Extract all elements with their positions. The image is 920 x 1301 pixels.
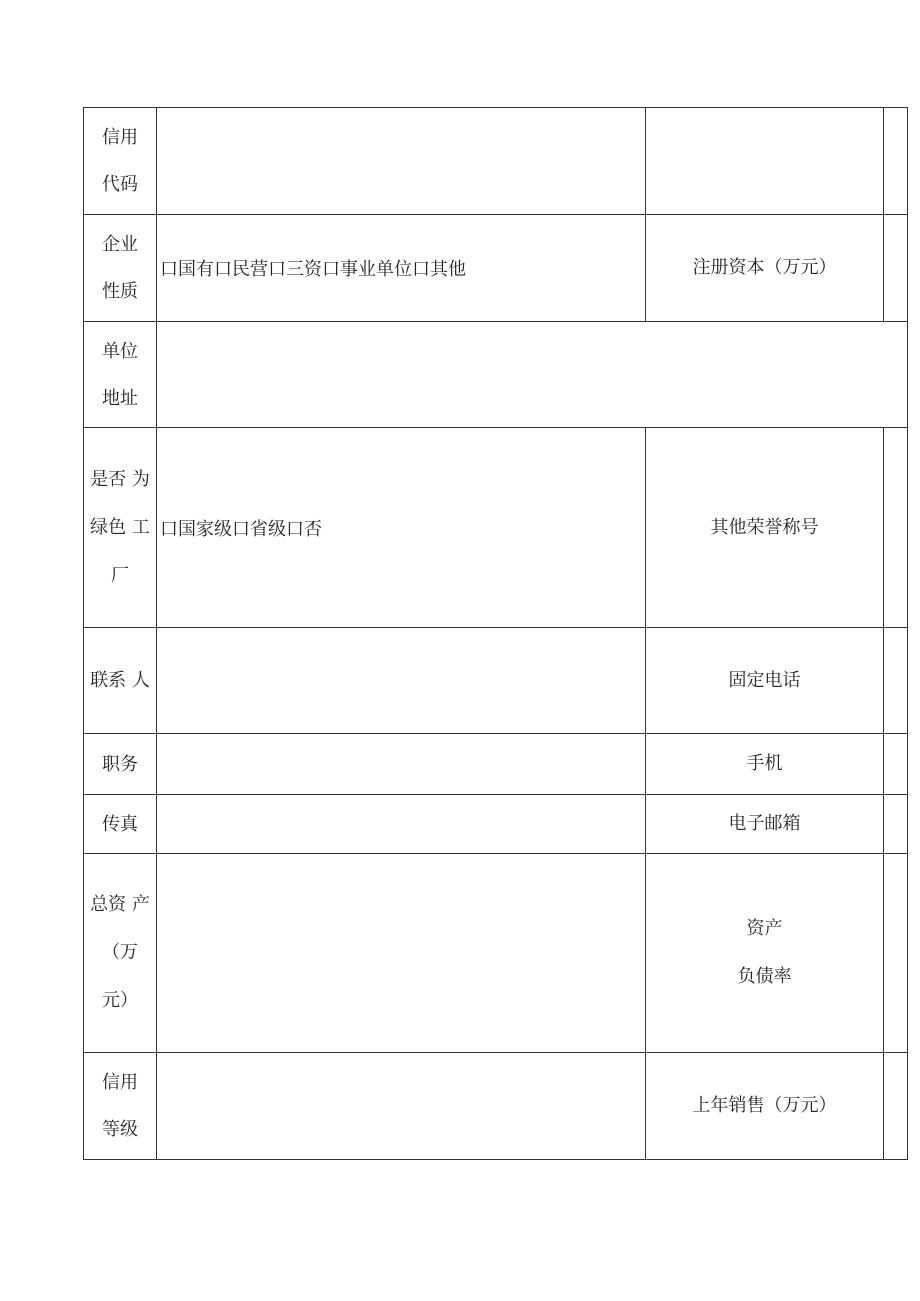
registered-capital-field[interactable] xyxy=(884,215,908,322)
email-field[interactable] xyxy=(884,795,908,854)
row-green-factory xyxy=(84,428,908,628)
row-position xyxy=(84,734,908,795)
label-registered-capital: 注册资本（万元） xyxy=(646,215,884,322)
label-debt-ratio: 资产 负债率 xyxy=(646,854,884,1053)
position-field[interactable] xyxy=(157,734,646,795)
row-fax xyxy=(84,795,908,854)
credit-code-field[interactable] xyxy=(157,108,646,215)
debt-ratio-field[interactable] xyxy=(884,854,908,1053)
label-credit-rating: 信用 等级 xyxy=(84,1053,157,1160)
label-contact: 联系 人 xyxy=(84,628,157,734)
mobile-field[interactable] xyxy=(884,734,908,795)
address-field[interactable] xyxy=(157,322,908,428)
credit-code-extra-cell[interactable] xyxy=(646,108,884,215)
fax-field[interactable] xyxy=(157,795,646,854)
label-mobile: 手机 xyxy=(646,734,884,795)
row-total-assets xyxy=(84,854,908,1053)
label-credit-code: 信用 代码 xyxy=(84,108,157,215)
row-credit-code xyxy=(84,108,908,215)
landline-field[interactable] xyxy=(884,628,908,734)
credit-rating-field[interactable] xyxy=(157,1053,646,1160)
last-year-sales-field[interactable] xyxy=(884,1053,908,1160)
label-green-factory: 是否 为 绿色 工 厂 xyxy=(84,428,157,628)
label-last-year-sales: 上年销售（万元） xyxy=(646,1053,884,1160)
label-other-honors: 其他荣誉称号 xyxy=(646,428,884,628)
other-honors-field[interactable] xyxy=(884,428,908,628)
green-factory-options[interactable]: 口国家级口省级口否 xyxy=(157,428,646,628)
contact-field[interactable] xyxy=(157,628,646,734)
label-landline: 固定电话 xyxy=(646,628,884,734)
row-contact xyxy=(84,628,908,734)
label-address: 单位 地址 xyxy=(84,322,157,428)
label-email: 电子邮箱 xyxy=(646,795,884,854)
label-total-assets: 总资 产 （万 元） xyxy=(84,854,157,1053)
enterprise-info-table xyxy=(83,107,908,1160)
label-enterprise-nature: 企业 性质 xyxy=(84,215,157,322)
label-fax: 传真 xyxy=(84,795,157,854)
row-credit-rating xyxy=(84,1053,908,1160)
row-address xyxy=(84,322,908,428)
enterprise-nature-options[interactable]: 口国有口民营口三资口事业单位口其他 xyxy=(157,215,646,322)
row-enterprise-nature xyxy=(84,215,908,322)
label-position: 职务 xyxy=(84,734,157,795)
total-assets-field[interactable] xyxy=(157,854,646,1053)
credit-code-tail-cell[interactable] xyxy=(884,108,908,215)
